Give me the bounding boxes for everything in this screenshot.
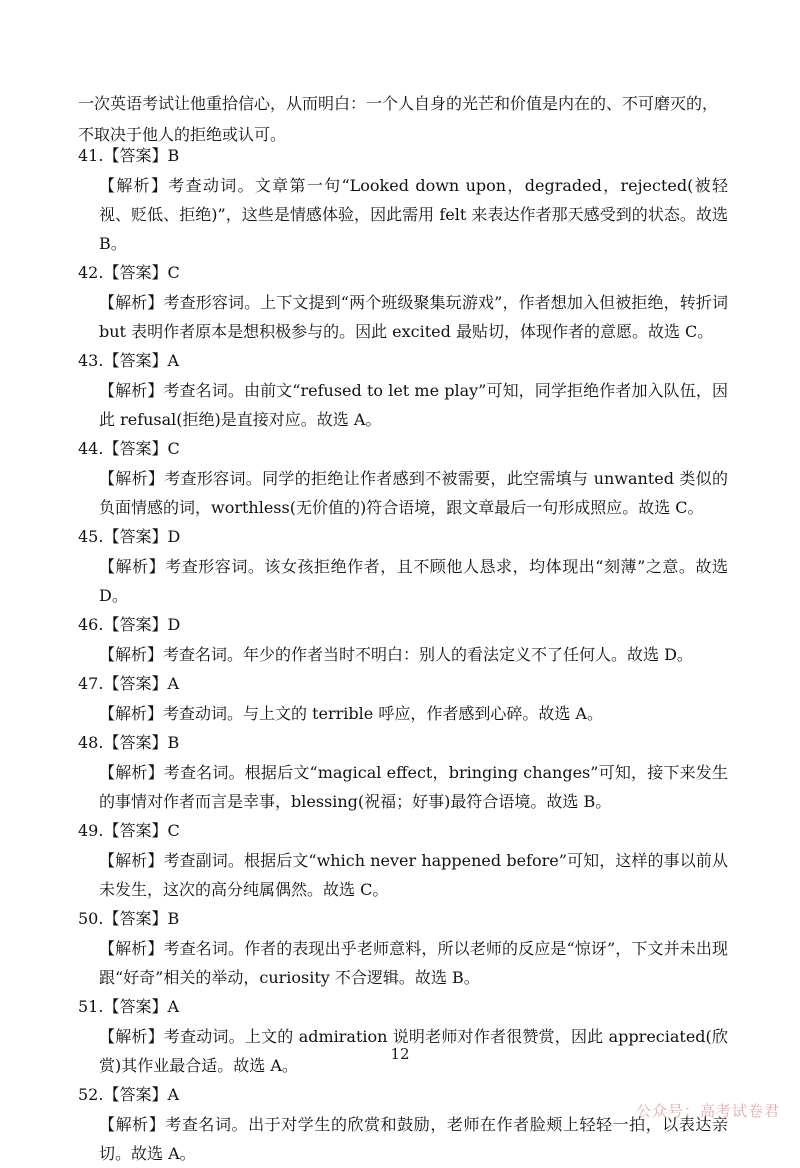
question-item-41 bbox=[78, 141, 728, 258]
answer-label: 【答案】 bbox=[103, 733, 168, 752]
answer-label: 【答案】 bbox=[103, 351, 168, 370]
answer-choice: A bbox=[167, 997, 180, 1016]
analysis-text: 【解析】考查名词。根据后文“magical effect，bringing changes”可知，接下来发生的事情对作者而言是幸事，blessing(祝福；好事)最符合语境。故选 B。 bbox=[99, 763, 728, 811]
watermark-text: 公众号：高考试卷君 bbox=[635, 1102, 780, 1120]
answer-line bbox=[78, 346, 728, 376]
answer-choice: B bbox=[167, 909, 180, 928]
answer-line bbox=[78, 816, 728, 846]
answer-line bbox=[78, 1080, 728, 1110]
analysis-text: 【解析】考查形容词。该女孩拒绝作者，且不顾他人恳求，均体现出“刻薄”之意。故选 D。 bbox=[99, 557, 728, 605]
intro-paragraph: 一次英语考试让他重拾信心，从而明白：一个人自身的光芒和价值是内在的、不可磨灭的，不取决于他人的拒绝或认可。 bbox=[78, 94, 719, 144]
question-number: 42. bbox=[78, 263, 104, 282]
answer-label: 【答案】 bbox=[103, 263, 168, 282]
question-number: 47. bbox=[78, 674, 104, 693]
question-number: 51. bbox=[78, 997, 104, 1016]
answer-label: 【答案】 bbox=[103, 527, 168, 546]
question-number: 41. bbox=[78, 146, 104, 165]
question-item-49 bbox=[78, 816, 728, 904]
question-item-43 bbox=[78, 346, 728, 434]
question-number: 44. bbox=[78, 439, 104, 458]
question-item-42 bbox=[78, 258, 728, 346]
answer-line bbox=[78, 434, 728, 464]
analysis-text: 【解析】考查名词。作者的表现出乎老师意料，所以老师的反应是“惊讶”，下文并未出现跟“好奇”相关的举动，curiosity 不合逻辑。故选 B。 bbox=[99, 939, 728, 987]
question-item-48 bbox=[78, 728, 728, 816]
answer-line bbox=[78, 728, 728, 758]
answer-choice: C bbox=[167, 821, 180, 840]
analysis-text: 【解析】考查动词。文章第一句“Looked down upon，degraded，rejected(被轻视、贬低、拒绝)”，这些是情感体验，因此需用 felt 来表达作者那天感受到的状态。故选 B。 bbox=[99, 176, 728, 253]
answer-choice: A bbox=[167, 351, 180, 370]
answer-label: 【答案】 bbox=[103, 909, 168, 928]
answer-line bbox=[78, 522, 728, 552]
answer-line bbox=[78, 669, 728, 699]
answer-line bbox=[78, 992, 728, 1022]
answer-line bbox=[78, 258, 728, 288]
question-item-47 bbox=[78, 669, 728, 728]
analysis-text: 【解析】考查形容词。同学的拒绝让作者感到不被需要，此空需填与 unwanted 类似的负面情感的词，worthless(无价值的)符合语境，跟文章最后一句形成照应。故选 C。 bbox=[99, 469, 728, 517]
analysis-text: 【解析】考查副词。根据后文“which never happened before”可知，这样的事以前从未发生，这次的高分纯属偶然。故选 C。 bbox=[99, 851, 728, 899]
question-number: 49. bbox=[78, 821, 104, 840]
analysis-text: 【解析】考查名词。年少的作者当时不明白：别人的看法定义不了任何人。故选 D。 bbox=[99, 645, 693, 664]
question-item-45 bbox=[78, 522, 728, 610]
page-number: 12 bbox=[390, 1045, 410, 1063]
answer-label: 【答案】 bbox=[103, 821, 168, 840]
answer-choice: B bbox=[167, 733, 180, 752]
question-item-52 bbox=[78, 1080, 728, 1168]
analysis-text: 【解析】考查动词。与上文的 terrible 呼应，作者感到心碎。故选 A。 bbox=[99, 704, 603, 723]
answer-label: 【答案】 bbox=[103, 997, 168, 1016]
question-item-44 bbox=[78, 434, 728, 522]
answer-choice: B bbox=[167, 146, 180, 165]
question-number: 52. bbox=[78, 1085, 104, 1104]
question-item-51 bbox=[78, 992, 728, 1080]
question-number: 46. bbox=[78, 615, 104, 634]
answer-choice: D bbox=[167, 615, 181, 634]
answer-choice: D bbox=[167, 527, 181, 546]
analysis-text: 【解析】考查动词。上文的 admiration 说明老师对作者很赞赏，因此 appreciated(欣赏)其作业最合适。故选 A。 bbox=[99, 1027, 728, 1075]
question-item-46 bbox=[78, 610, 728, 669]
answer-choice: A bbox=[167, 1085, 180, 1104]
question-number: 48. bbox=[78, 733, 104, 752]
answer-list bbox=[78, 141, 728, 1168]
answer-label: 【答案】 bbox=[103, 146, 168, 165]
answer-line bbox=[78, 904, 728, 934]
question-number: 43. bbox=[78, 351, 104, 370]
answer-choice: C bbox=[167, 263, 180, 282]
question-number: 45. bbox=[78, 527, 104, 546]
answer-label: 【答案】 bbox=[103, 1085, 168, 1104]
question-number: 50. bbox=[78, 909, 104, 928]
question-item-50 bbox=[78, 904, 728, 992]
analysis-text: 【解析】考查名词。出于对学生的欣赏和鼓励，老师在作者脸颊上轻轻一拍，以表达亲切。故选 A。 bbox=[99, 1115, 728, 1163]
analysis-text: 【解析】考查形容词。上下文提到“两个班级聚集玩游戏”，作者想加入但被拒绝，转折词 but 表明作者原本是想积极参与的。因此 excited 最贴切，体现作者的意愿。故选 C。 bbox=[99, 293, 728, 341]
answer-label: 【答案】 bbox=[103, 674, 168, 693]
answer-label: 【答案】 bbox=[103, 439, 168, 458]
answer-choice: A bbox=[167, 674, 180, 693]
answer-label: 【答案】 bbox=[103, 615, 168, 634]
answer-line bbox=[78, 141, 728, 171]
analysis-text: 【解析】考查名词。由前文“refused to let me play”可知，同学拒绝作者加入队伍，因此 refusal(拒绝)是直接对应。故选 A。 bbox=[99, 381, 728, 429]
answer-choice: C bbox=[167, 439, 180, 458]
answer-line bbox=[78, 610, 728, 640]
